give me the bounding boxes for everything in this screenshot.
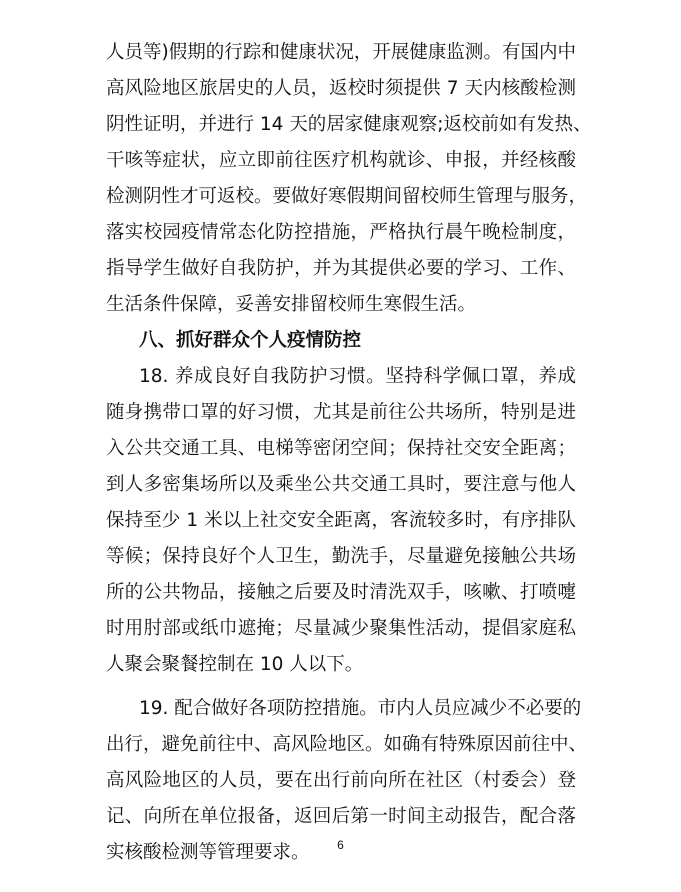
paragraph-first-line: 19. 配合做好各项防控措施。市内人员应减少不必要的 — [139, 698, 582, 719]
body-line: 出行，避免前往中、高风险地区。如确有特殊原因前往中、 — [106, 734, 588, 755]
body-line: 到人多密集场所以及乘坐公共交通工具时，要注意与他人 — [106, 474, 576, 495]
body-line: 实核酸检测等管理要求。 — [106, 842, 310, 863]
body-line: 高风险地区旅居史的人员，返校时须提供 7 天内核酸检测 — [106, 78, 576, 99]
body-line: 干咳等症状，应立即前往医疗机构就诊、申报，并经核酸 — [106, 150, 576, 171]
body-line: 随身携带口罩的好习惯，尤其是前往公共场所，特别是进 — [106, 402, 576, 423]
body-line: 等候；保持良好个人卫生，勤洗手，尽量避免接触公共场 — [106, 546, 576, 567]
body-line: 记、向所在单位报备，返回后第一时间主动报告，配合落 — [106, 806, 576, 827]
body-line: 阴性证明，并进行 14 天的居家健康观察;返校前如有发热、 — [106, 114, 592, 135]
body-line: 所的公共物品，接触之后要及时清洗双手，咳嗽、打喷嚏 — [106, 582, 576, 603]
body-line: 高风险地区的人员，要在出行前向所在社区（村委会）登 — [106, 770, 576, 791]
body-line: 落实校园疫情常态化防控措施，严格执行晨午晚检制度， — [106, 222, 576, 243]
body-line: 指导学生做好自我防护，并为其提供必要的学习、工作、 — [106, 258, 576, 279]
paragraph-first-line: 18. 养成良好自我防护习惯。坚持科学佩口罩，养成 — [139, 366, 576, 387]
section-heading: 八、抓好群众个人疫情防控 — [139, 330, 362, 351]
body-line: 入公共交通工具、电梯等密闭空间；保持社交安全距离； — [106, 438, 576, 459]
body-line: 生活条件保障，妥善安排留校师生寒假生活。 — [106, 294, 477, 315]
body-line: 保持至少 1 米以上社交安全距离，客流较多时，有序排队 — [106, 510, 576, 531]
body-line: 人员等)假期的行踪和健康状况，开展健康监测。有国内中 — [106, 42, 576, 63]
body-line: 检测阴性才可返校。要做好寒假期间留校师生管理与服务， — [106, 186, 588, 207]
page-number: 6 — [337, 838, 344, 852]
body-line: 人聚会聚餐控制在 10 人以下。 — [106, 654, 364, 675]
body-line: 时用肘部或纸巾遮掩；尽量减少聚集性活动，提倡家庭私 — [106, 618, 576, 639]
